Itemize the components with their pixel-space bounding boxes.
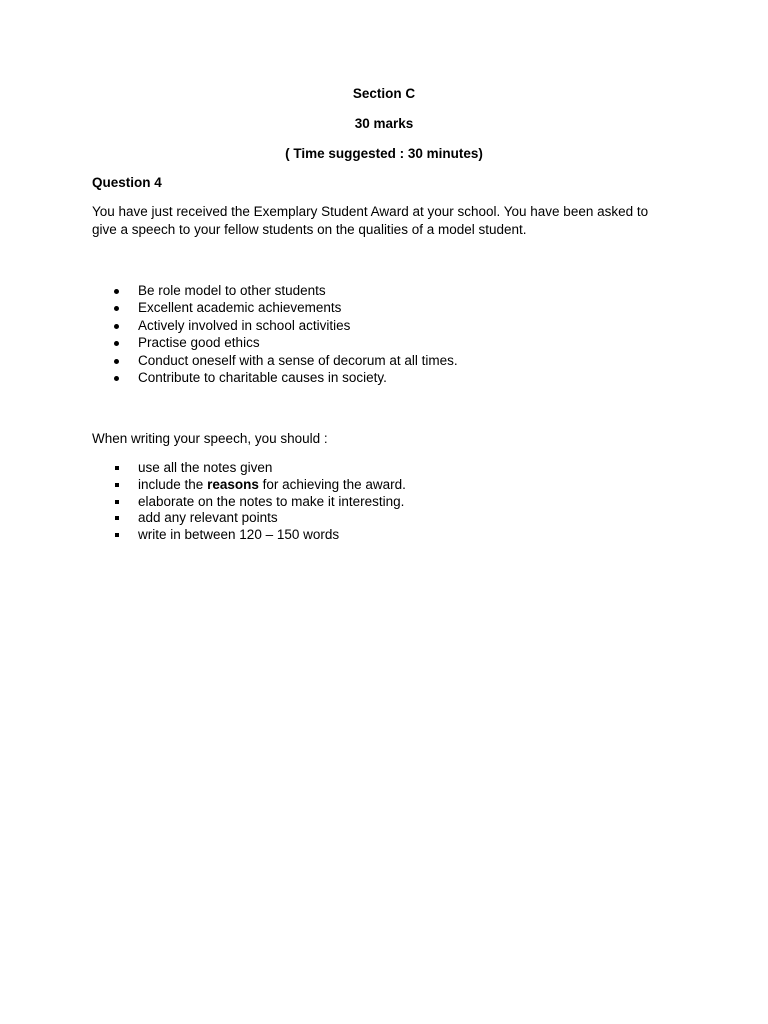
instruction-item — [92, 494, 406, 511]
notes-list — [92, 282, 458, 386]
bullet-dot-icon — [114, 341, 119, 346]
note-text: Excellent academic achievements — [138, 300, 342, 316]
instructions-intro: When writing your speech, you should : — [92, 431, 328, 446]
bullet-dot-icon — [114, 306, 119, 311]
square-bullet-icon — [115, 466, 119, 470]
instruction-emphasis: reasons — [207, 476, 259, 492]
instruction-item — [92, 477, 406, 494]
instruction-text: use all the notes given — [138, 460, 273, 475]
instruction-text-before: include the — [138, 476, 208, 492]
instruction-item — [92, 510, 406, 527]
note-item — [92, 317, 458, 334]
bullet-dot-icon — [114, 289, 119, 294]
marks-line: 30 marks — [354, 116, 414, 131]
square-bullet-icon — [115, 483, 119, 487]
note-item — [92, 299, 458, 316]
note-item — [92, 334, 458, 351]
square-bullet-icon — [115, 516, 119, 520]
note-text: Contribute to charitable causes in society. — [138, 370, 387, 386]
note-text: Conduct oneself with a sense of decorum at all times. — [138, 352, 458, 368]
question-prompt — [92, 203, 692, 239]
bullet-dot-icon — [114, 324, 119, 329]
note-text: Actively involved in school activities — [138, 317, 351, 333]
instruction-item — [92, 527, 406, 544]
note-item — [92, 352, 458, 369]
time-suggested-line: ( Time suggested : 30 minutes) — [285, 146, 483, 161]
instruction-text-after: for achieving the award. — [258, 476, 406, 492]
note-text: Be role model to other students — [138, 283, 326, 298]
instruction-item — [92, 460, 406, 477]
note-item — [92, 282, 458, 299]
square-bullet-icon — [115, 500, 119, 504]
bullet-dot-icon — [114, 359, 119, 364]
instruction-text: add any relevant points — [138, 510, 278, 526]
note-text: Practise good ethics — [138, 335, 260, 351]
instructions-list — [92, 460, 406, 544]
square-bullet-icon — [115, 533, 119, 537]
bullet-dot-icon — [114, 376, 119, 381]
question-title: Question 4 — [92, 175, 162, 190]
prompt-line-2: give a speech to your fellow students on the qualities of a model student. — [92, 222, 527, 237]
instruction-text: elaborate on the notes to make it interesting. — [138, 493, 405, 509]
note-item — [92, 369, 458, 386]
instruction-text: write in between 120 – 150 words — [138, 527, 340, 543]
prompt-line-1: You have just received the Exemplary Student Award at your school. You have been asked to — [92, 204, 649, 219]
section-title: Section C — [352, 86, 416, 101]
